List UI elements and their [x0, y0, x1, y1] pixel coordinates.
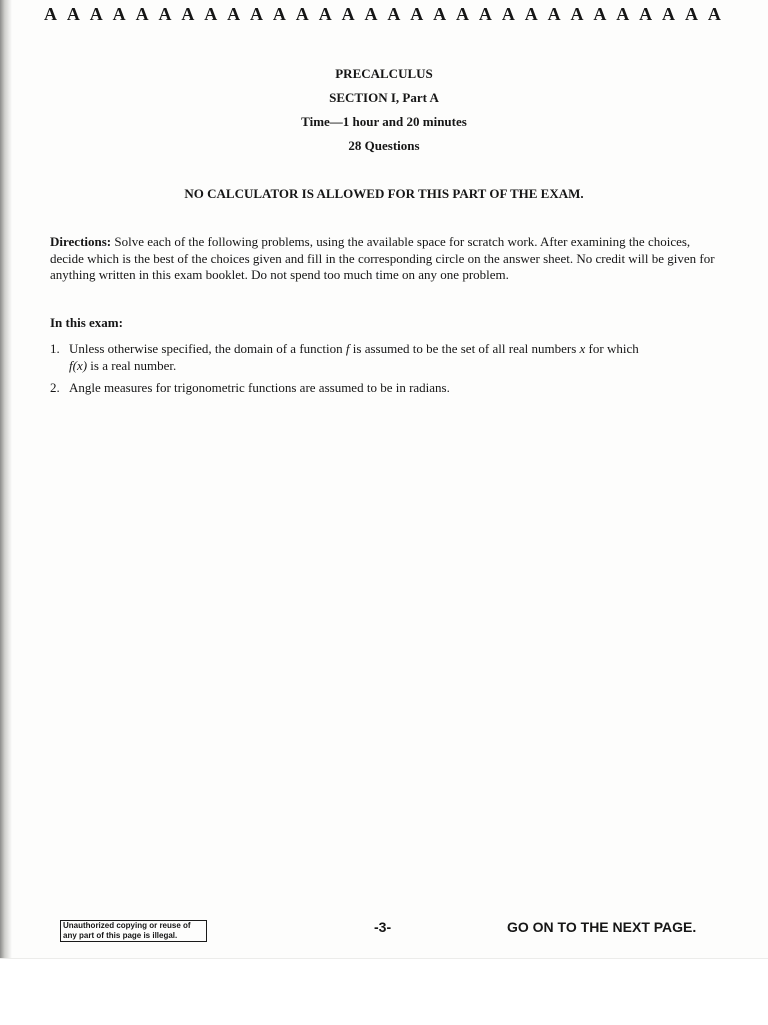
list-item-number: 1.: [50, 341, 60, 356]
section-letter: A: [66, 4, 84, 24]
section-letter: A: [135, 4, 152, 24]
section-letter: A: [112, 4, 129, 24]
section-letter: A: [662, 4, 679, 24]
section-letter: A: [501, 4, 519, 24]
math-variable-f: f: [345, 341, 350, 356]
next-page-instruction: GO ON TO THE NEXT PAGE.: [507, 919, 697, 935]
math-expression: f(x): [69, 358, 88, 373]
rule-text-part: for which: [585, 341, 639, 356]
section-letter: A: [364, 4, 381, 24]
section-letter: A: [456, 4, 473, 24]
rule-text: Angle measures for trigonometric functions are assumed to be in radians.: [69, 380, 450, 395]
section-letter: A: [227, 4, 244, 24]
section-letter: A: [616, 4, 633, 24]
copyright-line-2: any part of this page is illegal.: [63, 931, 178, 940]
rule-text-part: is assumed to be the set of all real numbers: [349, 341, 580, 356]
question-count: 28 Questions: [348, 138, 420, 153]
copyright-notice: [60, 920, 207, 942]
list-item: [50, 340, 720, 374]
section-letter: A: [318, 4, 335, 24]
section-letter: A: [341, 4, 358, 24]
directions-text: Solve each of the following problems, using the available space for scratch work. After examining the choices, decide which is the best of the choices given and fill in the corresponding circle on the answer sheet. No credit will be given for anything written in this exam booklet. Do not spend too much time on any one problem.: [50, 234, 715, 282]
section-letter: A: [89, 4, 106, 24]
list-item: [50, 379, 720, 396]
section-letter: A: [387, 4, 404, 24]
directions-paragraph: [50, 234, 715, 284]
section-letter: A: [250, 4, 267, 24]
exam-notes-list: [50, 340, 720, 401]
section-letter: A: [272, 4, 290, 24]
section-letter: A: [707, 4, 725, 24]
section-letter: A: [570, 4, 587, 24]
list-item-number: 2.: [50, 380, 60, 395]
math-variable-x: x: [579, 341, 586, 356]
time-limit: Time—1 hour and 20 minutes: [301, 114, 467, 129]
directions-label: Directions:: [50, 234, 112, 249]
section-letter: A: [433, 4, 450, 24]
section-letter: A: [44, 4, 61, 24]
section-letter: A: [204, 4, 221, 24]
rule-text-part: is a real number.: [87, 358, 177, 373]
copyright-line-1: Unauthorized copying or reuse of: [63, 921, 191, 930]
rule-text-part: Unless otherwise specified, the domain of a function: [69, 341, 346, 356]
section-title: SECTION I, Part A: [329, 90, 439, 105]
section-letter: A: [295, 4, 312, 24]
section-letter: A: [158, 4, 175, 24]
section-letter-band: [44, 4, 734, 25]
exam-notes-heading: In this exam:: [50, 315, 123, 330]
section-letter: A: [639, 4, 656, 24]
section-letter: A: [684, 4, 702, 24]
page-bottom-margin: [0, 958, 768, 1025]
section-letter: A: [524, 4, 541, 24]
page-number: -3-: [374, 919, 392, 935]
section-letter: A: [593, 4, 610, 24]
subject-title: PRECALCULUS: [335, 66, 433, 81]
section-letter: A: [181, 4, 198, 24]
section-letter: A: [410, 4, 427, 24]
calculator-notice: NO CALCULATOR IS ALLOWED FOR THIS PART OF THE EXAM.: [184, 186, 584, 201]
section-letter: A: [478, 4, 496, 24]
section-letter: A: [547, 4, 564, 24]
